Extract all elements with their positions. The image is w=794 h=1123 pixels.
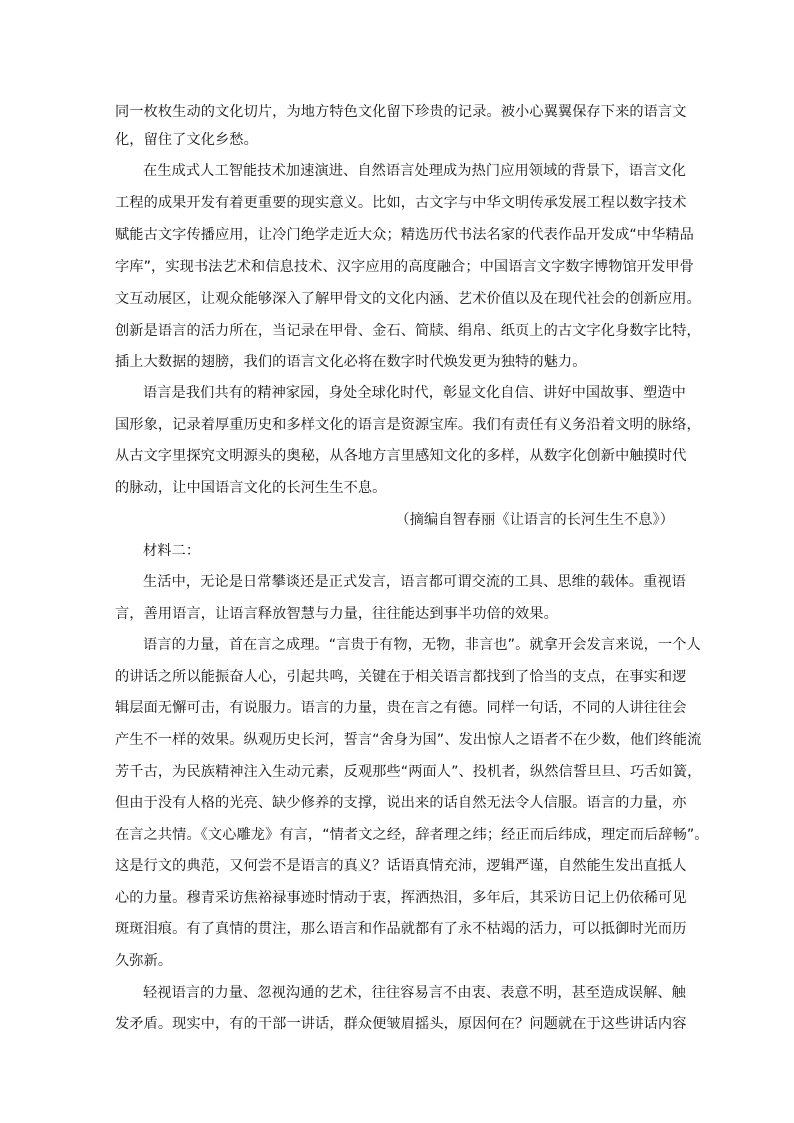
- text-line: 产生不一样的效果。纵观历史长河，誓言“舍身为国”、发出惊人之语者不在少数，他们终能流: [115, 732, 702, 748]
- text-line: 国形象，记录着厚重历史和多样文化的语言是资源宝库。我们有责任有义务沿着文明的脉络，: [115, 417, 701, 433]
- text-line: 言，善用语言，让语言释放智慧与力量，往往能达到事半功倍的效果。: [115, 606, 558, 622]
- text-line: 工程的成果开发有着更重要的现实意义。比如，古文字与中华文明传承发展工程以数字技术: [115, 195, 687, 211]
- paragraph-first-line: 语言的力量，首在言之成理。“言贵于有物，无物，非言也”。就拿开会发言来说，一个人: [143, 637, 701, 653]
- text-line: 斑斑泪痕。有了真情的贯注，那么语言和作品就都有了永不枯竭的活力，可以抵御时光而历: [115, 921, 687, 937]
- text-line: 字库”，实现书法艺术和信息技术、汉字应用的高度融合；中国语言文字数字博物馆开发甲骨: [115, 259, 694, 275]
- text-line: 插上大数据的翅膀，我们的语言文化必将在数字时代焕发更为独特的魅力。: [115, 354, 587, 370]
- text-line: 从古文字里探究文明源头的奥秘，从各地方言里感知文化的多样，从数字化创新中触摸时代: [115, 448, 687, 464]
- text-line: 的讲话之所以能振奋人心，引起共鸣，关键在于相关语言都找到了恰当的支点，在事实和逻: [115, 669, 687, 685]
- text-line: 久弥新。: [115, 953, 173, 969]
- source-citation: （摘编自智春丽《让语言的长河生生不息》）: [395, 512, 674, 528]
- text-line: 这是行文的典范，又何尝不是语言的真义？话语真情充沛，逻辑严谨，自然能生发出直抵人: [115, 858, 687, 874]
- text-line: 辑层面无懈可击，有说服力。语言的力量，贵在言之有德。同样一句话，不同的人讲往往会: [115, 700, 687, 716]
- text-line: 但由于没有人格的光亮、缺少修养的支撑，说出来的话自然无法令人信服。语言的力量，亦: [115, 795, 687, 811]
- text-line: 的脉动，让中国语言文化的长河生生不息。: [115, 480, 387, 496]
- text-line: 文互动展区，让观众能够深入了解甲骨文的文化内涵、艺术价值以及在现代社会的创新应用。: [115, 291, 701, 307]
- paragraph-first-line: 生活中，无论是日常攀谈还是正式发言，语言都可谓交流的工具、思维的载体。重视语: [143, 574, 686, 590]
- paragraph-first-line: 轻视语言的力量、忽视沟通的艺术，往往容易言不由衷、表意不明，甚至造成误解、触: [143, 985, 686, 1001]
- text-line: 发矛盾。现实中，有的干部一讲话，群众便皱眉摇头，原因何在？问题就在于这些讲话内容: [115, 1016, 687, 1032]
- text-line: 在言之共情。《文心雕龙》有言，“情者文之经，辞者理之纬；经正而后纬成，理定而后辞畅”。: [115, 827, 709, 843]
- text-line: 化，留住了文化乡愁。: [115, 132, 258, 148]
- text-line: 同一枚枚生动的文化切片，为地方特色文化留下珍贵的记录。被小心翼翼保存下来的语言文: [115, 104, 687, 120]
- text-line: 赋能古文字传播应用，让冷门绝学走近大众；精选历代书法名家的代表作品开发成“中华精品: [115, 227, 694, 243]
- text-line: 创新是语言的活力所在，当记录在甲骨、金石、简牍、绢帛、纸页上的古文字化身数字比特，: [115, 323, 701, 339]
- section-heading: 材料二：: [143, 543, 201, 559]
- text-line: 芳千古，为民族精神注入生动元素，反观那些“两面人”、投机者，纵然信誓旦旦、巧舌如簧，: [115, 764, 702, 780]
- text-line: 心的力量。穆青采访焦裕禄事迹时情动于衷，挥洒热泪，多年后，其采访日记上仍依稀可见: [115, 890, 687, 906]
- paragraph-first-line: 语言是我们共有的精神家园，身处全球化时代，彰显文化自信、讲好中国故事、塑造中: [143, 385, 686, 401]
- paragraph-first-line: 在生成式人工智能技术加速演进、自然语言处理成为热门应用领域的背景下，语言文化: [143, 163, 686, 179]
